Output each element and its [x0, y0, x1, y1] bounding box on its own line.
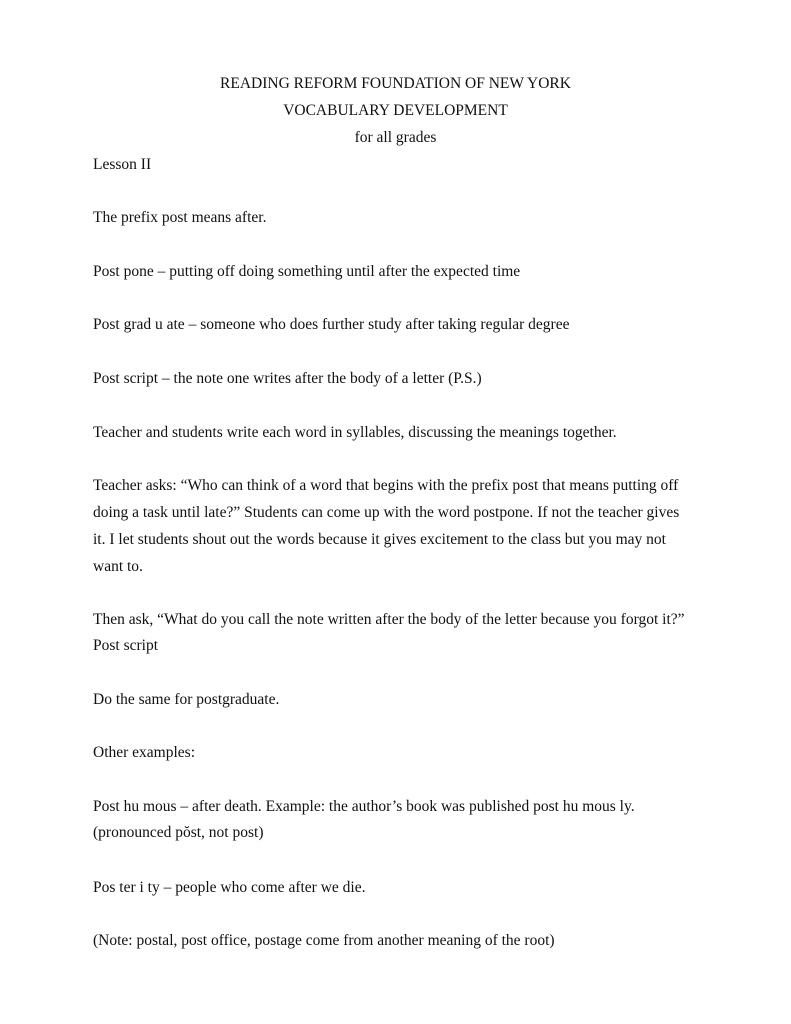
- then-ask-paragraph: [93, 610, 713, 662]
- definition-postgraduate: Post grad u ate – someone who does further study after taking regular degree: [93, 316, 570, 333]
- paragraph-line: Then ask, “What do you call the note written after the body of the letter because you forgot it?”: [93, 611, 685, 628]
- same-for-paragraph: Do the same for postgraduate.: [93, 691, 280, 708]
- instruction-paragraph: Teacher and students write each word in syllables, discussing the meanings together.: [93, 424, 617, 441]
- grade-level: for all grades: [354, 129, 437, 146]
- posterity-paragraph: Pos ter i ty – people who come after we die.: [93, 879, 366, 896]
- posthumous-paragraph: [93, 797, 713, 849]
- other-examples-heading: Other examples:: [93, 744, 196, 761]
- paragraph-line: want to.: [93, 558, 143, 575]
- note-paragraph: (Note: postal, post office, postage come from another meaning of the root): [93, 932, 555, 949]
- paragraph-line: doing a task until late?” Students can come up with the word postpone. If not the teacher gives: [93, 504, 680, 521]
- paragraph-line: it. I let students shout out the words because it gives excitement to the class but you may not: [93, 531, 666, 548]
- lesson-heading: Lesson II: [93, 156, 152, 173]
- document-subtitle: VOCABULARY DEVELOPMENT: [283, 102, 508, 119]
- paragraph-line: (pronounced pŏst, not post): [93, 824, 264, 841]
- teacher-asks-paragraph: [93, 476, 713, 584]
- definition-postscript: Post script – the note one writes after the body of a letter (P.S.): [93, 370, 482, 387]
- paragraph-line: Post script: [93, 637, 159, 654]
- definition-postpone: Post pone – putting off doing something until after the expected time: [93, 263, 521, 280]
- document-title: READING REFORM FOUNDATION OF NEW YORK: [220, 75, 571, 92]
- paragraph-line: Post hu mous – after death. Example: the author’s book was published post hu mous ly.: [93, 798, 635, 815]
- prefix-intro: The prefix post means after.: [93, 209, 267, 226]
- paragraph-line: Teacher asks: “Who can think of a word that begins with the prefix post that means putting off: [93, 477, 679, 494]
